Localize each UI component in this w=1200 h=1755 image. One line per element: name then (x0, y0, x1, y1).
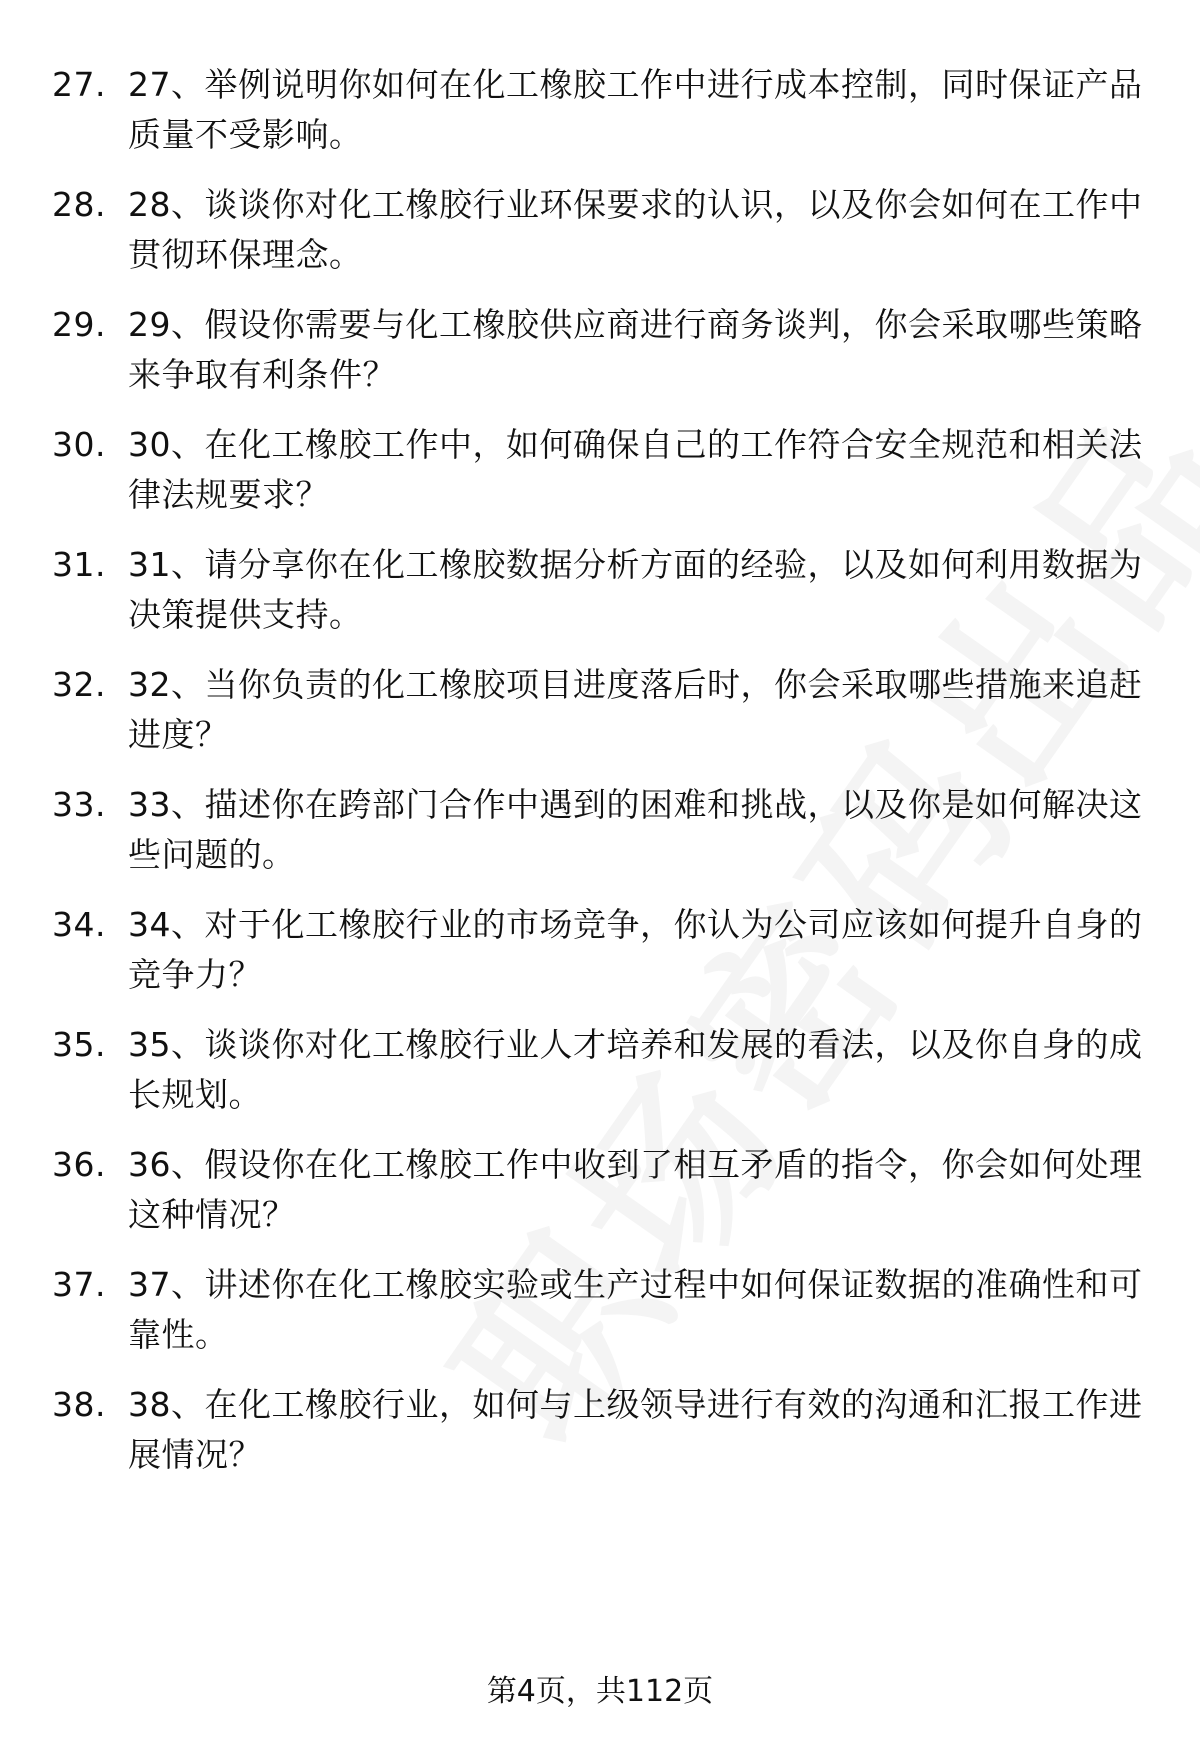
list-item (0, 1380, 1200, 1490)
question-text: 32、当你负责的化工橡胶项目进度落后时，你会采取哪些措施来追赶进度？ (128, 665, 1143, 754)
item-number: 32. (52, 665, 106, 704)
item-number: 34. (52, 905, 106, 944)
question-text: 30、在化工橡胶工作中，如何确保自己的工作符合安全规范和相关法律法规要求？ (128, 425, 1143, 514)
list-item (0, 540, 1200, 650)
list-item (0, 300, 1200, 410)
item-number: 28. (52, 185, 106, 224)
question-text: 28、谈谈你对化工橡胶行业环保要求的认识，以及你会如何在工作中贯彻环保理念。 (128, 185, 1143, 274)
list-item (0, 1140, 1200, 1250)
list-item (0, 780, 1200, 890)
question-text: 35、谈谈你对化工橡胶行业人才培养和发展的看法，以及你自身的成长规划。 (128, 1025, 1143, 1114)
page-footer: 第4页，共112页 (486, 1674, 714, 1709)
item-number: 27. (52, 65, 106, 104)
item-number: 37. (52, 1265, 106, 1304)
question-text: 31、请分享你在化工橡胶数据分析方面的经验，以及如何利用数据为决策提供支持。 (128, 545, 1143, 634)
question-text: 33、描述你在跨部门合作中遇到的困难和挑战，以及你是如何解决这些问题的。 (128, 785, 1143, 874)
question-text: 34、对于化工橡胶行业的市场竞争，你认为公司应该如何提升自身的竞争力？ (128, 905, 1143, 994)
list-item (0, 180, 1200, 290)
item-number: 38. (52, 1385, 106, 1424)
question-text: 38、在化工橡胶行业，如何与上级领导进行有效的沟通和汇报工作进展情况？ (128, 1385, 1143, 1474)
question-text: 29、假设你需要与化工橡胶供应商进行商务谈判，你会采取哪些策略来争取有利条件？ (128, 305, 1143, 394)
question-text: 37、讲述你在化工橡胶实验或生产过程中如何保证数据的准确性和可靠性。 (128, 1265, 1143, 1354)
item-number: 36. (52, 1145, 106, 1184)
item-number: 30. (52, 425, 106, 464)
list-item (0, 60, 1200, 170)
question-text: 36、假设你在化工橡胶工作中收到了相互矛盾的指令，你会如何处理这种情况？ (128, 1145, 1143, 1234)
question-text: 27、举例说明你如何在化工橡胶工作中进行成本控制，同时保证产品质量不受影响。 (128, 65, 1143, 154)
list-item (0, 1020, 1200, 1130)
item-number: 35. (52, 1025, 106, 1064)
item-number: 29. (52, 305, 106, 344)
list-item (0, 900, 1200, 1010)
list-item (0, 420, 1200, 530)
list-item (0, 1260, 1200, 1370)
list-item (0, 660, 1200, 770)
item-number: 33. (52, 785, 106, 824)
item-number: 31. (52, 545, 106, 584)
